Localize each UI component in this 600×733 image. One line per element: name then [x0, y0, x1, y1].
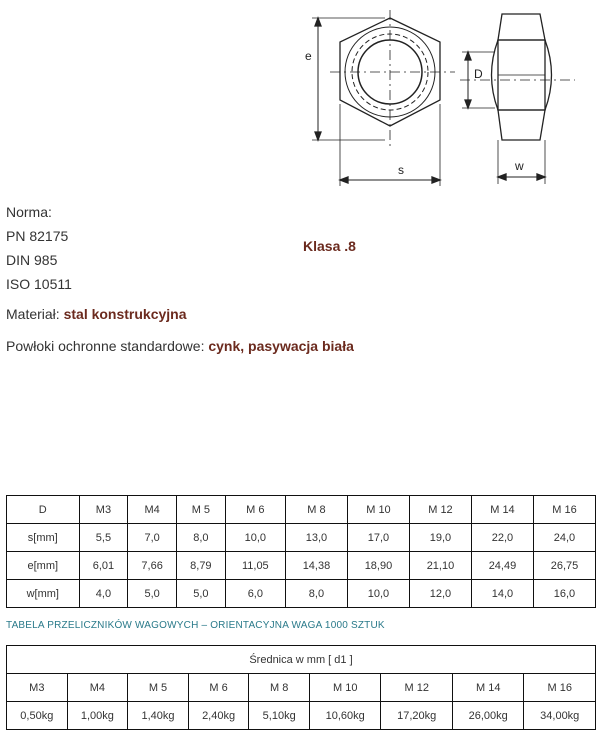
- table-cell: 16,0: [533, 580, 595, 608]
- table-cell: 18,90: [347, 552, 409, 580]
- table-cell: M4: [128, 496, 177, 524]
- table-cell: s[mm]: [7, 524, 80, 552]
- table-cell: M 6: [225, 496, 285, 524]
- table-cell: 5,0: [177, 580, 226, 608]
- table-cell: 8,0: [285, 580, 347, 608]
- table-cell: 17,0: [347, 524, 409, 552]
- table-cell: 5,10kg: [249, 702, 310, 730]
- table-cell: 26,00kg: [452, 702, 524, 730]
- table-cell: D: [7, 496, 80, 524]
- table-cell: M 14: [452, 674, 524, 702]
- norm-item: DIN 985: [6, 252, 58, 268]
- table-cell: 34,00kg: [524, 702, 596, 730]
- table-cell: M3: [79, 496, 128, 524]
- table-cell: 10,0: [225, 524, 285, 552]
- table-cell: 2,40kg: [188, 702, 249, 730]
- table-cell: M 12: [409, 496, 471, 524]
- table-row: [7, 552, 596, 580]
- norm-item: PN 82175: [6, 228, 69, 244]
- table-cell: 1,00kg: [67, 702, 128, 730]
- table-cell: 14,0: [471, 580, 533, 608]
- table-cell: M3: [7, 674, 68, 702]
- table-cell: M 5: [128, 674, 189, 702]
- table-cell: 10,0: [347, 580, 409, 608]
- table-cell: M 16: [533, 496, 595, 524]
- table-cell: M 16: [524, 674, 596, 702]
- table-cell: M 6: [188, 674, 249, 702]
- table-cell: 24,0: [533, 524, 595, 552]
- table-cell: 6,0: [225, 580, 285, 608]
- norm-item: ISO 10511: [6, 276, 72, 292]
- table-cell: 0,50kg: [7, 702, 68, 730]
- material-value: stal konstrukcyjna: [63, 306, 187, 322]
- table-cell: M 8: [285, 496, 347, 524]
- table-cell: 22,0: [471, 524, 533, 552]
- coating-line: [6, 338, 354, 354]
- table-cell: 13,0: [285, 524, 347, 552]
- table-cell: 24,49: [471, 552, 533, 580]
- table-cell: M 10: [309, 674, 381, 702]
- table-cell: 1,40kg: [128, 702, 189, 730]
- table-cell: 4,0: [79, 580, 128, 608]
- table-cell: 14,38: [285, 552, 347, 580]
- norms-block: [6, 200, 72, 296]
- dim-label-d: D: [474, 67, 483, 81]
- dim-label-w: w: [515, 159, 524, 173]
- table-cell: 12,0: [409, 580, 471, 608]
- table-row: [7, 646, 596, 674]
- table-row: [7, 496, 596, 524]
- weight-table: [6, 645, 596, 730]
- table-row: [7, 674, 596, 702]
- dimensions-table: [6, 495, 596, 608]
- table-cell: 7,66: [128, 552, 177, 580]
- table-row: [7, 524, 596, 552]
- table-cell: M4: [67, 674, 128, 702]
- table-cell: w[mm]: [7, 580, 80, 608]
- table-cell: 5,0: [128, 580, 177, 608]
- dim-label-e: e: [305, 49, 312, 63]
- norma-label: Norma:: [6, 204, 52, 220]
- table-cell: 19,0: [409, 524, 471, 552]
- dim-label-s: s: [398, 163, 404, 177]
- material-line: [6, 306, 187, 322]
- table-cell: 17,20kg: [381, 702, 453, 730]
- table-cell: M 5: [177, 496, 226, 524]
- klasa-label: Klasa .8: [303, 238, 356, 254]
- table-cell: 7,0: [128, 524, 177, 552]
- table-cell: M 14: [471, 496, 533, 524]
- table-cell: 8,79: [177, 552, 226, 580]
- table-cell: 6,01: [79, 552, 128, 580]
- weight-table-caption: TABELA PRZELICZNIKÓW WAGOWYCH – ORIENTACYJNA WAGA 1000 SZTUK: [6, 620, 385, 631]
- material-label: Materiał:: [6, 306, 60, 322]
- weight-table-title: Średnica w mm [ d1 ]: [7, 646, 596, 674]
- table-cell: 21,10: [409, 552, 471, 580]
- hex-nut-technical-drawing-icon: [0, 0, 600, 195]
- table-cell: 26,75: [533, 552, 595, 580]
- table-cell: M 10: [347, 496, 409, 524]
- table-cell: 8,0: [177, 524, 226, 552]
- nut-front-view: [312, 10, 455, 186]
- table-cell: 5,5: [79, 524, 128, 552]
- table-cell: 10,60kg: [309, 702, 381, 730]
- table-row: [7, 580, 596, 608]
- table-cell: e[mm]: [7, 552, 80, 580]
- table-cell: 11,05: [225, 552, 285, 580]
- table-cell: M 8: [249, 674, 310, 702]
- coating-value: cynk, pasywacja biała: [208, 338, 354, 354]
- table-row: [7, 702, 596, 730]
- table-cell: M 12: [381, 674, 453, 702]
- coating-label: Powłoki ochronne standardowe:: [6, 338, 205, 354]
